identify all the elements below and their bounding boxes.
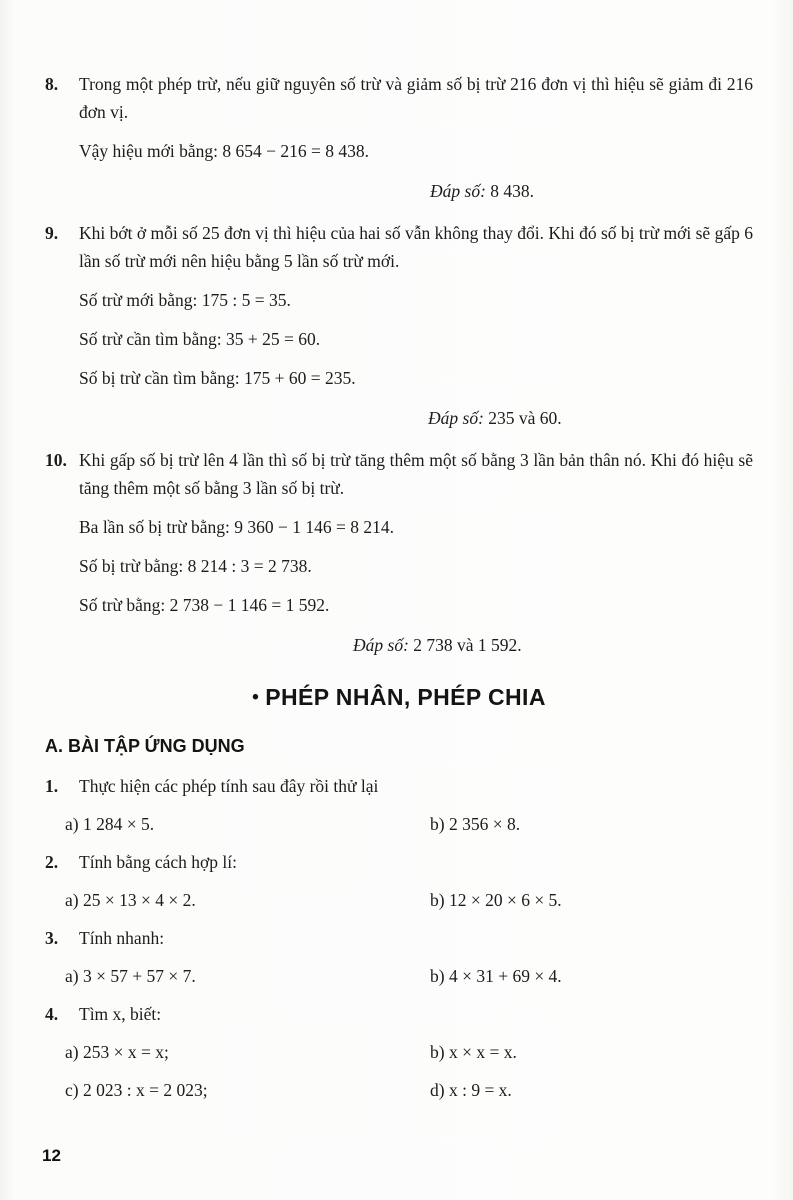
problem-statement bbox=[45, 446, 753, 502]
page-number: 12 bbox=[42, 1146, 61, 1165]
exercise-item-b: b) 2 356 × 8. bbox=[430, 814, 521, 834]
solution-line: Ba lần số bị trừ bằng: 9 360 − 1 146 = 8 214. bbox=[79, 517, 395, 537]
exercise-prompt bbox=[45, 848, 753, 876]
bullet-icon: • bbox=[252, 687, 260, 708]
answer-value: 235 và 60. bbox=[488, 408, 562, 428]
problem-body-text: Khi gấp số bị trừ lên 4 lần thì số bị trừ tăng thêm một số bằng 3 lần bản thân nó. Khi đó hiệu sẽ tăng thêm một số bằng 3 lần số bị trừ. bbox=[79, 450, 753, 498]
problem-statement bbox=[45, 70, 753, 126]
exercise-items-row bbox=[45, 962, 753, 990]
exercise-prompt-text: Tính nhanh: bbox=[79, 928, 165, 948]
answer-line bbox=[428, 404, 753, 432]
answer-value: 2 738 và 1 592. bbox=[413, 635, 522, 655]
exercise-item-b: b) 12 × 20 × 6 × 5. bbox=[430, 890, 562, 910]
exercise-3 bbox=[45, 924, 753, 990]
exercise-number: 4. bbox=[45, 1004, 59, 1024]
solution-problem-8 bbox=[45, 70, 753, 205]
exercise-item-b: b) x × x = x. bbox=[430, 1042, 517, 1062]
exercise-number: 1. bbox=[45, 776, 59, 796]
exercise-prompt-text: Tìm x, biết: bbox=[79, 1004, 162, 1024]
answer-label: Đáp số: bbox=[428, 408, 484, 428]
problem-body-text: Trong một phép trừ, nếu giữ nguyên số trừ và giảm số bị trừ 216 đơn vị thì hiệu sẽ giảm đi 216 đơn vị. bbox=[79, 74, 753, 122]
exercise-item-a: a) 3 × 57 + 57 × 7. bbox=[65, 966, 196, 986]
solution-line: Số trừ mới bằng: 175 : 5 = 35. bbox=[79, 290, 291, 310]
exercise-prompt bbox=[45, 1000, 753, 1028]
exercise-item-c: c) 2 023 : x = 2 023; bbox=[65, 1080, 208, 1100]
exercise-number: 3. bbox=[45, 928, 59, 948]
exercise-4 bbox=[45, 1000, 753, 1104]
answer-value: 8 438. bbox=[490, 181, 535, 201]
answer-line bbox=[430, 177, 753, 205]
exercise-item-a: a) 253 × x = x; bbox=[65, 1042, 169, 1062]
exercise-item-a: a) 1 284 × 5. bbox=[65, 814, 155, 834]
problem-statement bbox=[45, 219, 753, 275]
answer-label: Đáp số: bbox=[430, 181, 486, 201]
exercise-item-d: d) x : 9 = x. bbox=[430, 1080, 512, 1100]
exercise-items-row bbox=[45, 810, 753, 838]
exercise-prompt-text: Tính bằng cách hợp lí: bbox=[79, 852, 237, 872]
section-heading bbox=[45, 683, 753, 712]
solution-line: Vậy hiệu mới bằng: 8 654 − 216 = 8 438. bbox=[79, 141, 370, 161]
solution-problem-9 bbox=[45, 219, 753, 432]
problem-number: 8. bbox=[45, 74, 59, 94]
exercise-2 bbox=[45, 848, 753, 914]
problem-number: 9. bbox=[45, 223, 59, 243]
problem-body-text: Khi bớt ở mỗi số 25 đơn vị thì hiệu của hai số vẫn không thay đổi. Khi đó số bị trừ mới sẽ gấp 6 lần số trừ mới nên hiệu bằng 5 lần số trừ mới. bbox=[79, 223, 753, 271]
exercise-item-a: a) 25 × 13 × 4 × 2. bbox=[65, 890, 196, 910]
solution-line: Số bị trừ bằng: 8 214 : 3 = 2 738. bbox=[79, 556, 312, 576]
exercise-number: 2. bbox=[45, 852, 59, 872]
exercise-items-row bbox=[45, 1038, 753, 1066]
exercise-items-row bbox=[45, 886, 753, 914]
solution-problem-10 bbox=[45, 446, 753, 659]
exercise-prompt bbox=[45, 772, 753, 800]
exercise-1 bbox=[45, 772, 753, 838]
answer-label: Đáp số: bbox=[353, 635, 409, 655]
subsection-heading: A. BÀI TẬP ỨNG DỤNG bbox=[45, 736, 245, 756]
problem-number: 10. bbox=[45, 450, 67, 470]
solution-line: Số trừ cần tìm bằng: 35 + 25 = 60. bbox=[79, 329, 321, 349]
solution-line: Số bị trừ cần tìm bằng: 175 + 60 = 235. bbox=[79, 368, 356, 388]
solution-line: Số trừ bằng: 2 738 − 1 146 = 1 592. bbox=[79, 595, 330, 615]
answer-line bbox=[353, 631, 753, 659]
exercise-item-b: b) 4 × 31 + 69 × 4. bbox=[430, 966, 562, 986]
exercise-prompt bbox=[45, 924, 753, 952]
section-title-text: PHÉP NHÂN, PHÉP CHIA bbox=[265, 684, 546, 710]
exercise-prompt-text: Thực hiện các phép tính sau đây rồi thử lại bbox=[79, 776, 379, 796]
exercise-items-row bbox=[45, 1076, 753, 1104]
